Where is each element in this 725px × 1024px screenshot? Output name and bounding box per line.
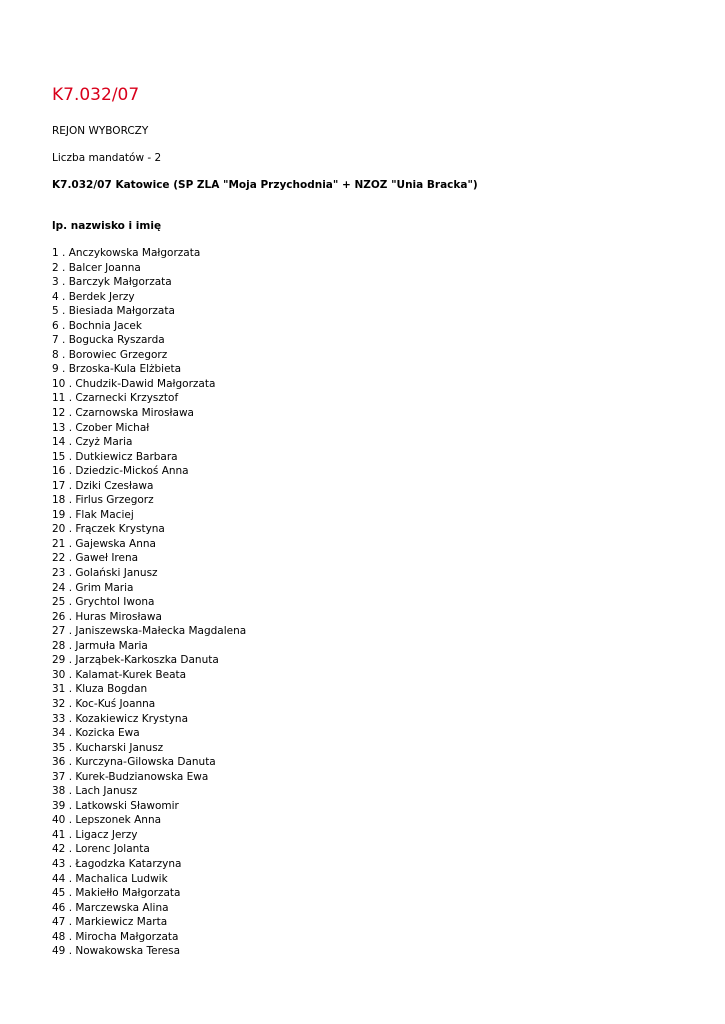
list-item: 42 . Lorenc Jolanta bbox=[52, 843, 150, 856]
list-item: 7 . Bogucka Ryszarda bbox=[52, 334, 165, 347]
list-item: 19 . Flak Maciej bbox=[52, 508, 134, 521]
list-item: 43 . Łagodzka Katarzyna bbox=[52, 857, 182, 870]
list-item: 33 . Kozakiewicz Krystyna bbox=[52, 712, 188, 725]
list-item: 29 . Jarząbek-Karkoszka Danuta bbox=[52, 654, 219, 667]
list-item: 8 . Borowiec Grzegorz bbox=[52, 348, 168, 361]
list-item: 44 . Machalica Ludwik bbox=[52, 872, 168, 885]
list-item: 32 . Koc-Kuś Joanna bbox=[52, 697, 156, 710]
district-code-title: K7.032/07 bbox=[52, 85, 140, 105]
list-item: 11 . Czarnecki Krzysztof bbox=[52, 392, 179, 405]
list-item: 21 . Gajewska Anna bbox=[52, 537, 156, 550]
list-item: 25 . Grychtol Iwona bbox=[52, 596, 155, 609]
mandate-count: Liczba mandatów - 2 bbox=[52, 152, 162, 164]
list-item: 14 . Czyż Maria bbox=[52, 436, 133, 449]
list-item: 30 . Kalamat-Kurek Beata bbox=[52, 668, 187, 681]
list-item: 34 . Kozicka Ewa bbox=[52, 727, 140, 740]
list-item: 13 . Czober Michał bbox=[52, 421, 150, 434]
list-item: 35 . Kucharski Janusz bbox=[52, 741, 164, 754]
list-item: 1 . Anczykowska Małgorzata bbox=[52, 247, 201, 259]
list-item: 26 . Huras Mirosława bbox=[52, 610, 162, 623]
list-item: 15 . Dutkiewicz Barbara bbox=[52, 450, 178, 463]
list-item: 10 . Chudzik-Dawid Małgorzata bbox=[52, 377, 216, 390]
list-item: 17 . Dziki Czesława bbox=[52, 479, 154, 492]
list-item: 40 . Lepszonek Anna bbox=[52, 814, 162, 827]
district-heading: K7.032/07 Katowice (SP ZLA "Moja Przychodnia" + NZOZ "Unia Bracka") bbox=[52, 179, 478, 191]
list-item: 36 . Kurczyna-Gilowska Danuta bbox=[52, 756, 216, 769]
list-item: 46 . Marczewska Alina bbox=[52, 901, 169, 914]
candidate-list bbox=[52, 246, 246, 959]
list-item: 2 . Balcer Joanna bbox=[52, 261, 141, 274]
list-item: 5 . Biesiada Małgorzata bbox=[52, 305, 175, 318]
list-item: 12 . Czarnowska Mirosława bbox=[52, 407, 194, 420]
list-item: 9 . Brzoska-Kula Elżbieta bbox=[52, 363, 182, 376]
list-item: 49 . Nowakowska Teresa bbox=[52, 945, 181, 958]
list-item: 23 . Golański Janusz bbox=[52, 567, 158, 580]
list-item: 4 . Berdek Jerzy bbox=[52, 290, 135, 303]
list-column-header: lp. nazwisko i imię bbox=[52, 220, 162, 232]
list-item: 41 . Ligacz Jerzy bbox=[52, 828, 138, 841]
list-item: 24 . Grim Maria bbox=[52, 581, 134, 594]
list-item: 22 . Gaweł Irena bbox=[52, 552, 139, 565]
list-item: 38 . Lach Janusz bbox=[52, 785, 138, 798]
list-item: 18 . Firlus Grzegorz bbox=[52, 494, 154, 507]
rejon-label: REJON WYBORCZY bbox=[52, 125, 149, 137]
list-item: 37 . Kurek-Budzianowska Ewa bbox=[52, 770, 209, 783]
list-item: 28 . Jarmuła Maria bbox=[52, 639, 148, 652]
list-item: 45 . Makiełło Małgorzata bbox=[52, 887, 181, 900]
list-item: 47 . Markiewicz Marta bbox=[52, 916, 168, 929]
list-item: 20 . Frączek Krystyna bbox=[52, 523, 165, 536]
list-item: 6 . Bochnia Jacek bbox=[52, 319, 142, 332]
list-item: 39 . Latkowski Sławomir bbox=[52, 799, 179, 812]
list-item: 3 . Barczyk Małgorzata bbox=[52, 276, 172, 289]
list-item: 31 . Kluza Bogdan bbox=[52, 683, 148, 696]
list-item: 48 . Mirocha Małgorzata bbox=[52, 930, 179, 943]
list-item: 16 . Dziedzic-Mickoś Anna bbox=[52, 465, 189, 478]
list-item: 27 . Janiszewska-Małecka Magdalena bbox=[52, 625, 247, 638]
